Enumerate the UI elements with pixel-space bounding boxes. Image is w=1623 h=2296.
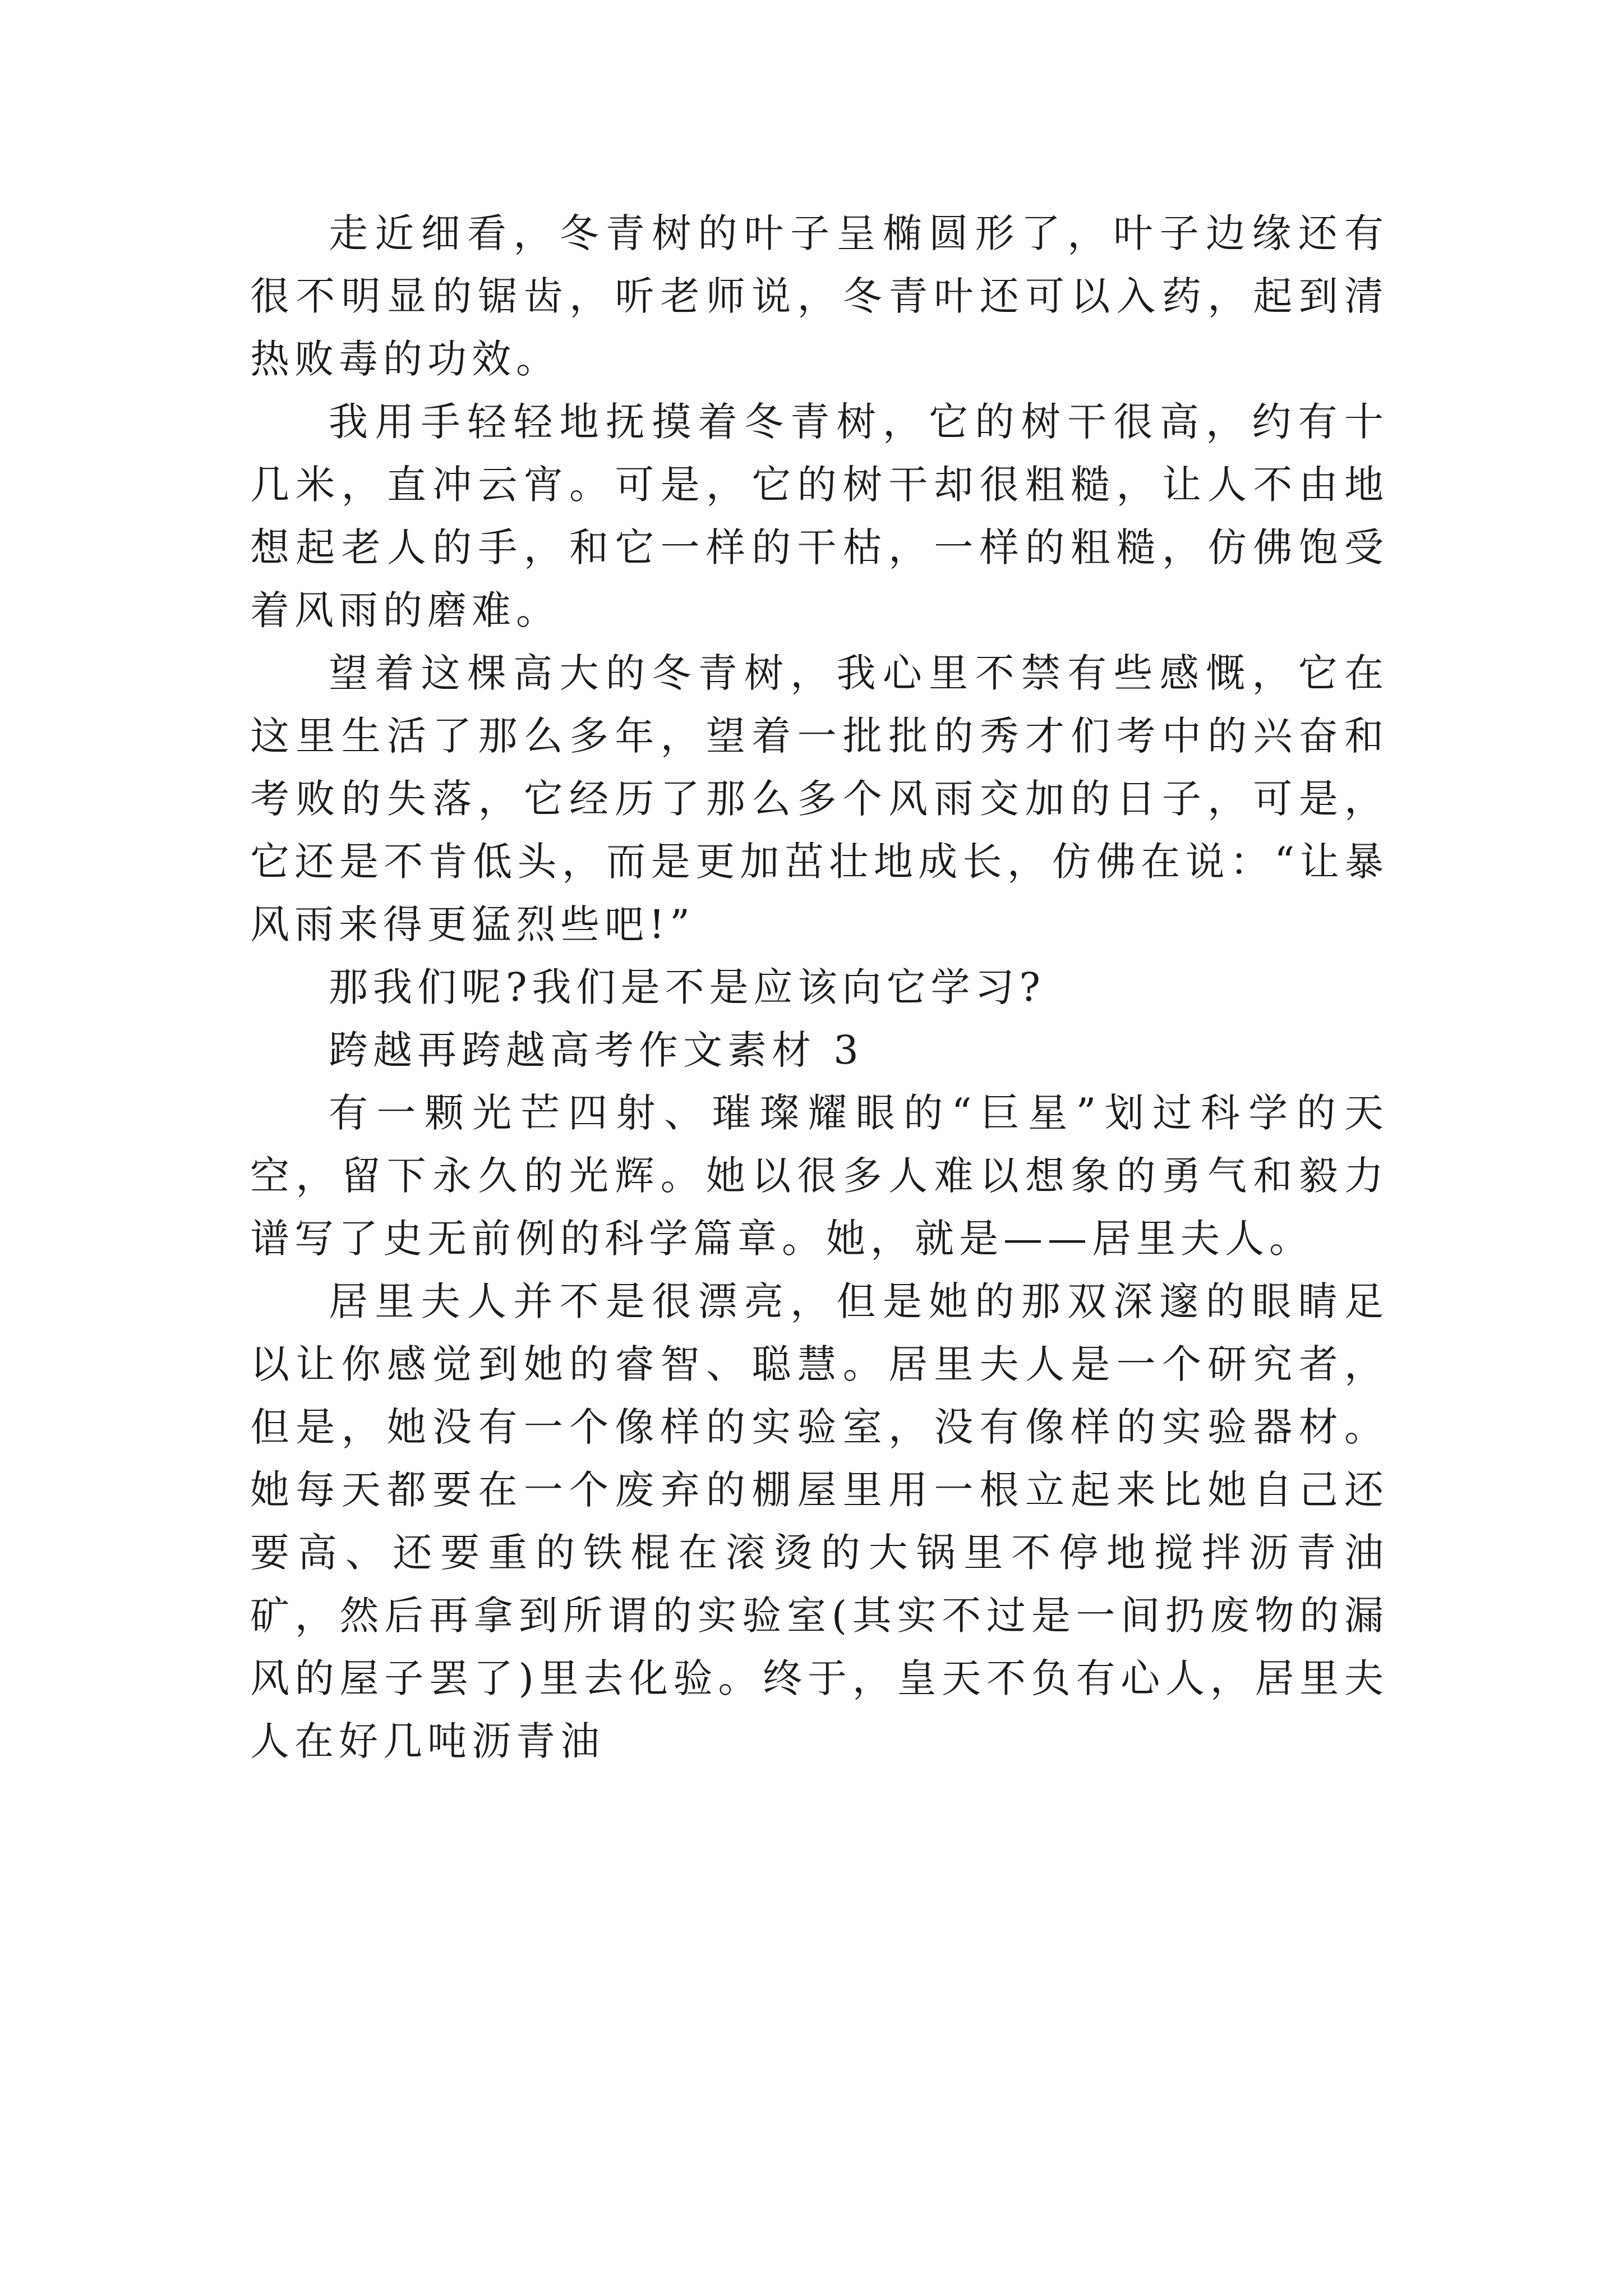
document-body <box>250 202 1389 1773</box>
paragraph-holly-reflection: 望着这棵高大的冬青树，我心里不禁有些感慨，它在这里生活了那么多年，望着一批批的秀才们考中的兴奋和考败的失落，它经历了那么多个风雨交加的日子，可是，它还是不肯低头，而是更加茁壮地成长，仿佛在说：“让暴风雨来得更猛烈些吧!” <box>250 650 1389 947</box>
paragraph-question: 那我们呢?我们是不是应该向它学习? <box>329 964 1046 1010</box>
paragraph-curie-work: 居里夫人并不是很漂亮，但是她的那双深邃的眼睛足以让你感觉到她的睿智、聪慧。居里夫人是一个研究者，但是，她没有一个像样的实验室，没有像样的实验器材。她每天都要在一个废弃的棚屋里用一根立起来比她自己还要高、还要重的铁棍在滚烫的大锅里不停地搅拌沥青油矿，然后再拿到所谓的实验室(其实不过是一间扔废物的漏风的屋子罢了)里去化验。终于，皇天不负有心人，居里夫人在好几吨沥青油 <box>250 1278 1389 1764</box>
section-heading: 跨越再跨越高考作文素材 3 <box>329 1027 864 1073</box>
paragraph-holly-trunk: 我用手轻轻地抚摸着冬青树，它的树干很高，约有十几米，直冲云宵。可是，它的树干却很粗糙，让人不由地想起老人的手，和它一样的干枯，一样的粗糙，仿佛饱受着风雨的磨难。 <box>250 399 1389 633</box>
paragraph-holly-leaves: 走近细看，冬青树的叶子呈椭圆形了，叶子边缘还有很不明显的锯齿，听老师说，冬青叶还可以入药，起到清热败毒的功效。 <box>250 210 1389 382</box>
paragraph-curie-intro: 有一颗光芒四射、璀璨耀眼的“巨星”划过科学的天空，留下永久的光辉。她以很多人难以想象的勇气和毅力谱写了史无前例的科学篇章。她，就是——居里夫人。 <box>250 1090 1389 1262</box>
